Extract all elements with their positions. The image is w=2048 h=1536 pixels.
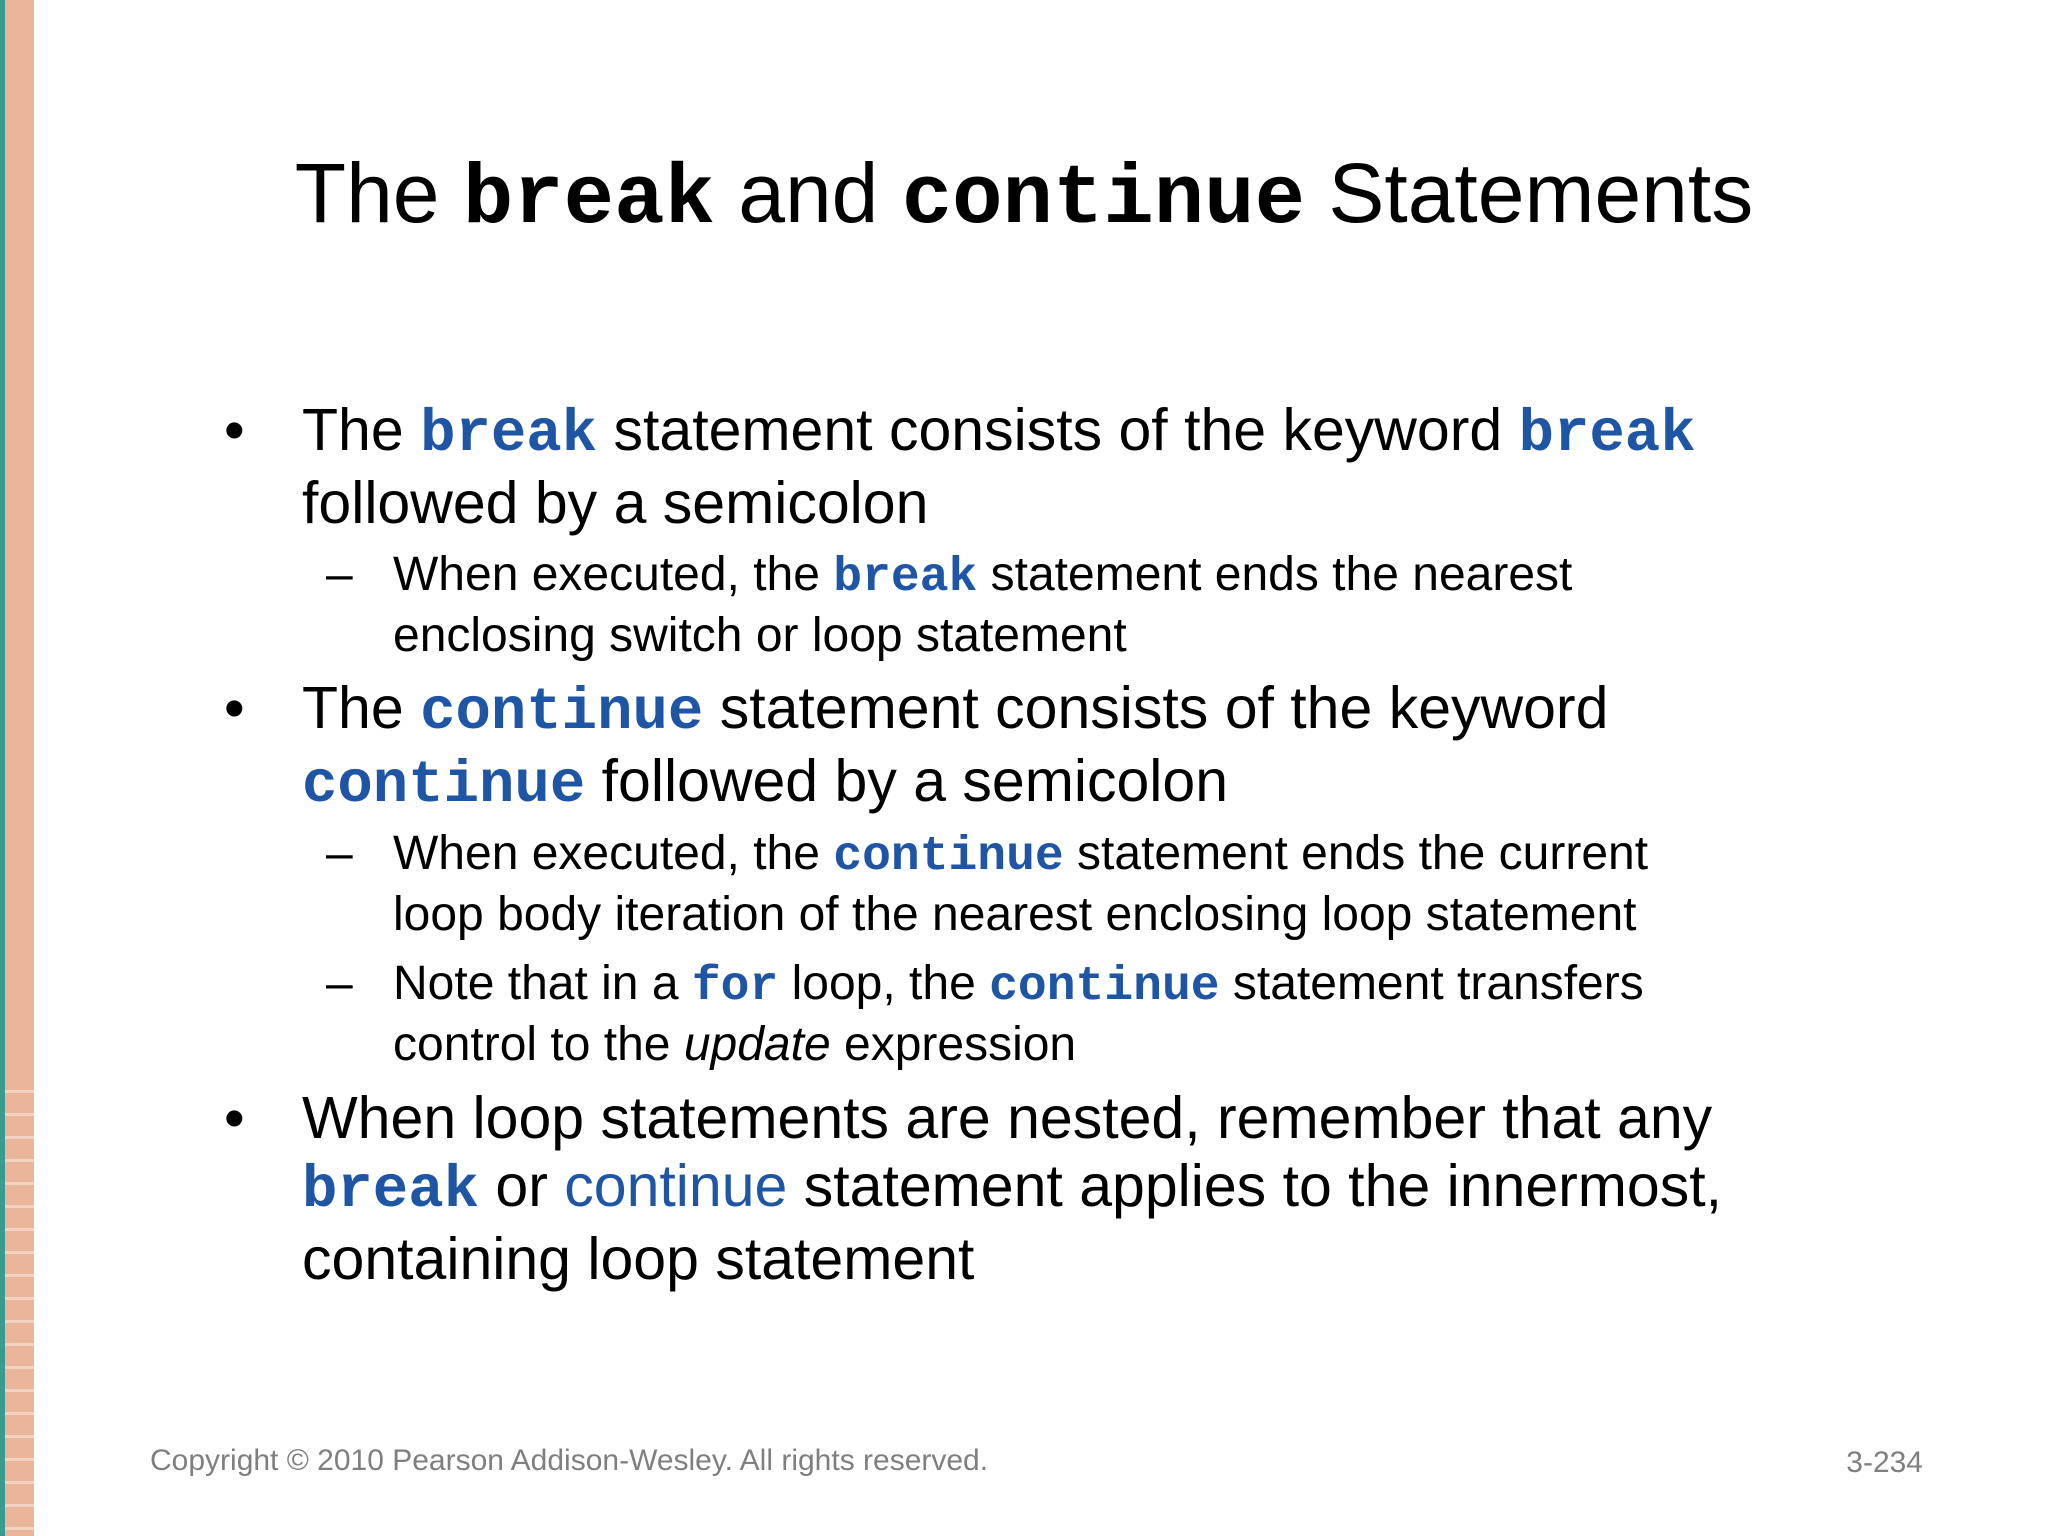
sub-bullet-marker: –	[326, 548, 353, 601]
text-span: loop, the	[778, 957, 990, 1010]
keyword-continue: continue	[302, 752, 586, 819]
title-text-3: Statements	[1305, 146, 1754, 240]
bullet-text	[302, 674, 1608, 820]
sub-bullet-line	[393, 546, 1572, 607]
keyword-for: for	[691, 960, 779, 1014]
keyword-continue: continue	[420, 679, 704, 746]
text-span: statement ends the current	[1063, 827, 1649, 880]
sub-bullet-line	[393, 825, 1648, 886]
bullet-marker: •	[224, 397, 245, 463]
text-span: statement consists of the keyword	[597, 397, 1519, 463]
text-span: expression	[830, 1018, 1077, 1071]
bullet-line	[302, 1152, 1722, 1225]
slide-number: 3-234	[1846, 1446, 1923, 1479]
keyword-break: break	[833, 551, 978, 605]
text-span: statement transfers	[1219, 957, 1644, 1010]
sub-bullet-line: enclosing switch or loop statement	[393, 609, 1127, 662]
sub-bullet-line	[393, 1016, 1644, 1073]
bullet-text	[302, 1084, 1722, 1293]
keyword-break: break	[1518, 401, 1696, 468]
emphasis-update: update	[683, 1018, 831, 1071]
keyword-break: break	[420, 401, 598, 468]
sub-bullet-text	[393, 955, 1644, 1073]
keyword-continue: continue	[833, 830, 1064, 884]
text-span: followed by a semicolon	[585, 748, 1229, 814]
sub-bullet-marker: –	[326, 827, 353, 880]
bullet-line: followed by a semicolon	[302, 470, 929, 536]
copyright-notice: Copyright © 2010 Pearson Addison-Wesley. All rights reserved.	[150, 1444, 989, 1477]
title-text-2: and	[714, 146, 902, 240]
sub-bullet-marker: –	[326, 957, 353, 1010]
text-span: When executed, the	[393, 827, 834, 880]
text-span: When executed, the	[393, 548, 834, 601]
side-bar-ticks	[5, 1070, 34, 1536]
slide-title	[0, 138, 2048, 256]
keyword-continue: continue	[989, 960, 1220, 1014]
title-text-1: The	[294, 146, 463, 240]
text-span: statement ends the nearest	[977, 548, 1573, 601]
title-keyword-continue: continue	[901, 153, 1305, 248]
sub-bullet-line	[393, 955, 1644, 1016]
keyword-break: break	[302, 1157, 480, 1224]
bullet-marker: •	[224, 675, 245, 741]
bullet-line	[302, 674, 1608, 747]
word-continue: continue	[564, 1153, 788, 1219]
bullet-line	[302, 747, 1608, 820]
bullet-marker: •	[224, 1085, 245, 1151]
title-keyword-break: break	[462, 153, 715, 248]
text-span: The	[302, 397, 421, 463]
text-span: statement consists of the keyword	[703, 675, 1609, 741]
text-span: The	[302, 675, 421, 741]
sub-bullet-text	[393, 825, 1648, 943]
sub-bullet-text	[393, 546, 1572, 664]
sub-bullet-line: loop body iteration of the nearest enclosing loop statement	[393, 888, 1637, 941]
bullet-line: When loop statements are nested, remember that any	[302, 1085, 1713, 1151]
text-span: or	[479, 1153, 565, 1219]
text-span: control to the	[393, 1018, 684, 1071]
text-span: Note that in a	[393, 957, 692, 1010]
bullet-text	[302, 396, 1696, 537]
text-span: statement applies to the innermost,	[787, 1153, 1723, 1219]
bullet-line: containing loop statement	[302, 1226, 975, 1292]
bullet-line	[302, 396, 1696, 469]
